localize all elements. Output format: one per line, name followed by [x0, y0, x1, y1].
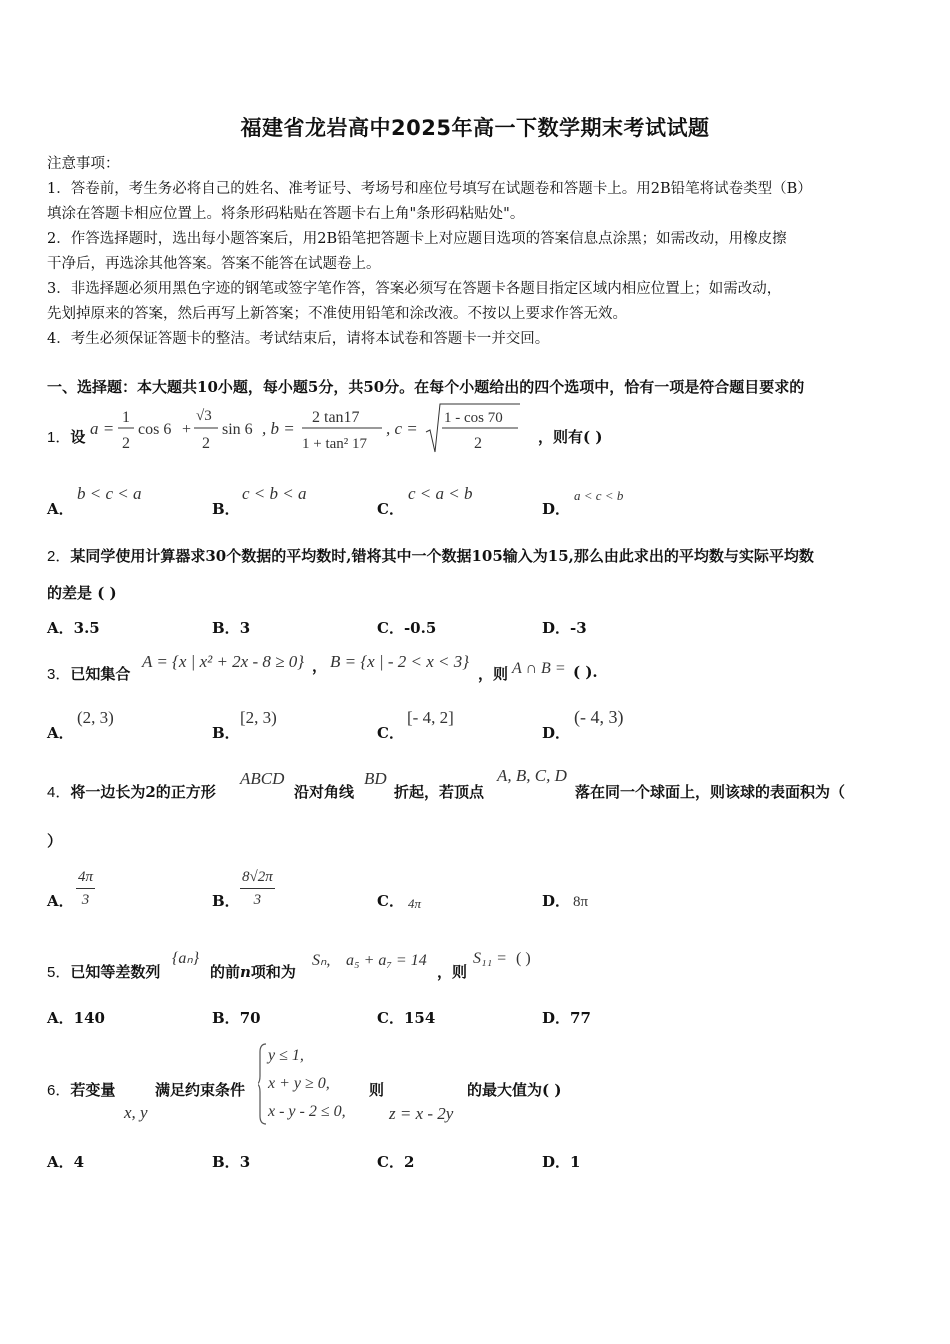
q4-text-5: ）	[47, 832, 63, 850]
q6-option-d: D．1	[542, 1153, 581, 1171]
q5-text-2: 的前n项和为	[210, 963, 296, 981]
q1-option-d-label: D．	[542, 500, 571, 518]
q1-sqrt3: √3	[196, 408, 212, 424]
q1-c-den: 2	[474, 435, 482, 452]
q1-formula-svg	[90, 402, 530, 458]
q5-tail: ( )	[516, 950, 531, 967]
q4-option-b-label: B．	[212, 892, 240, 910]
q1-plus: +	[182, 421, 192, 438]
q1-number: 1．设	[47, 428, 86, 446]
q4-text-3: 折起，若顶点	[394, 783, 485, 801]
q3-comma: ，	[312, 657, 328, 675]
q1-a: a =	[90, 419, 115, 438]
q4-option-d: 8π	[573, 894, 589, 910]
q6-constraint-3: x - y - 2 ≤ 0,	[268, 1103, 346, 1120]
q1-option-b-label: B．	[212, 500, 240, 518]
q4-option-b: $\frac{8√2\pi}{3}$	[240, 866, 275, 911]
q4-number: 4．将一边长为2的正方形	[47, 783, 216, 801]
q1-tail: ，则有( )	[538, 428, 603, 446]
q1-sin6: sin 6	[222, 421, 253, 438]
q2-text: 2．某同学使用计算器求30个数据的平均数时,错将其中一个数据105输入为15,那么由此求出的平均数与实际平均数	[47, 547, 814, 565]
notes-line: 1．答卷前，考生务必将自己的姓名、准考证号、考场号和座位号填写在试题卷和答题卡上。用2B铅笔将试卷类型（B）	[47, 181, 812, 197]
notes-line: 先划掉原来的答案，然后再写上新答案；不准使用铅笔和涂改液。不按以上要求作答无效。	[47, 306, 627, 322]
notes-line: 3．非选择题必须用黑色字迹的钢笔或签字笔作答，答案必须写在答题卡各题目指定区域内相应位置上；如需改动，	[47, 281, 782, 297]
q3-option-a-label: A．	[47, 724, 74, 742]
q3-option-b-label: B．	[212, 724, 240, 742]
q4-text-2: 沿对角线	[294, 783, 355, 801]
q3-mid: ，则	[478, 665, 509, 683]
q5-sn: Sₙ,	[312, 952, 331, 969]
page-title: 福建省龙岩高中2025年高一下数学期末考试试题	[240, 116, 710, 140]
q6-constraint-2: x + y ≥ 0,	[268, 1075, 330, 1092]
q5-number: 5．已知等差数列	[47, 963, 161, 981]
q3-tail: ( ).	[573, 663, 598, 681]
q3-option-c: [- 4, 2]	[407, 708, 454, 727]
q1-option-a: b < c < a	[77, 484, 142, 503]
q3-option-a: (2, 3)	[77, 708, 114, 727]
q1-tan-den: 1 + tan² 17	[302, 436, 368, 452]
notes-line: 4．考生必须保证答题卡的整洁。考试结束后，请将本试卷和答题卡一并交回。	[47, 331, 550, 347]
q3-set-a: A = {x | x² + 2x - 8 ≥ 0}	[142, 652, 305, 671]
q3-option-d-label: D．	[542, 724, 571, 742]
q1-frac-den2: 2	[202, 435, 210, 452]
q5-s11: S₁₁ =	[473, 950, 507, 967]
q5-sequence: {aₙ}	[172, 950, 200, 967]
q6-option-b: B．3	[212, 1153, 251, 1171]
q6-text-3: 则	[369, 1081, 385, 1099]
q6-objective: z = x - 2y	[389, 1104, 454, 1123]
q1-option-c: c < a < b	[408, 484, 473, 503]
q6-constraint-1: y ≤ 1,	[268, 1047, 304, 1064]
q1-c-num: 1 - cos 70	[444, 410, 503, 426]
q2-option-b: B．3	[212, 619, 251, 637]
q1-frac-den: 2	[122, 435, 130, 452]
q3-number: 3．已知集合	[47, 665, 131, 683]
q1-tan-num: 2 tan17	[312, 409, 360, 426]
q5-text-4: ，则	[437, 963, 468, 981]
q1-frac-num: 1	[122, 409, 130, 426]
q4-option-c: 4π	[408, 896, 422, 911]
q3-expr: A ∩ B =	[512, 660, 566, 677]
q2-option-a: A．3.5	[47, 619, 100, 637]
q4-option-c-label: C．	[377, 892, 404, 910]
q2-option-c: C．-0.5	[377, 619, 437, 637]
q4-vertices: A, B, C, D	[497, 766, 567, 785]
notes-line: 2．作答选择题时，选出每小题答案后，用2B铅笔把答题卡上对应题目选项的答案信息点涂黑；如需改动，用橡皮擦	[47, 231, 787, 247]
q6-vars: x, y	[124, 1103, 148, 1122]
section-heading: 一、选择题：本大题共10小题，每小题5分，共50分。在每个小题给出的四个选项中，恰有一项是符合题目要求的	[47, 378, 805, 396]
q6-brace-svg	[258, 1040, 368, 1128]
q4-option-a-label: A．	[47, 892, 74, 910]
q5-option-c: C．154	[377, 1009, 436, 1027]
q6-text-2: 满足约束条件	[155, 1081, 246, 1099]
q3-option-b: [2, 3)	[240, 708, 277, 727]
q5-option-b: B．70	[212, 1009, 261, 1027]
q4-option-d-label: D．	[542, 892, 571, 910]
q3-set-b: B = {x | - 2 < x < 3}	[330, 652, 470, 671]
q1-option-d: a < c < b	[574, 488, 624, 503]
q5-condition: a₅ + a₇ = 14	[346, 952, 427, 969]
q5-option-d: D．77	[542, 1009, 591, 1027]
q1-cos6: cos 6	[138, 421, 172, 438]
q6-option-c: C．2	[377, 1153, 415, 1171]
q4-text-4: 落在同一个球面上，则该球的表面积为（	[575, 783, 846, 801]
notes-line: 填涂在答题卡相应位置上。将条形码粘贴在答题卡右上角"条形码粘贴处"。	[47, 206, 525, 222]
q3-option-c-label: C．	[377, 724, 404, 742]
q1-option-b: c < b < a	[242, 484, 307, 503]
q6-constraints	[258, 1040, 368, 1132]
q6-number: 6．若变量	[47, 1081, 116, 1099]
q2-text-2: 的差是 ( )	[47, 584, 117, 602]
q6-brace	[258, 1044, 266, 1124]
q1-b: , b =	[262, 419, 295, 438]
q1-option-c-label: C．	[377, 500, 404, 518]
q1-c: , c =	[386, 419, 418, 438]
q6-text-4: 的最大值为( )	[467, 1081, 562, 1099]
q1-formula	[90, 402, 530, 462]
q6-option-a: A．4	[47, 1153, 85, 1171]
q4-option-a: $\frac{4\pi}{3}$	[76, 866, 95, 911]
q5-option-a: A．140	[47, 1009, 105, 1027]
notes-line: 干净后，再选涂其他答案。答案不能答在试题卷上。	[47, 256, 381, 272]
q2-option-d: D．-3	[542, 619, 587, 637]
q4-square: ABCD	[240, 769, 285, 788]
notes-heading: 注意事项：	[47, 156, 120, 172]
q1-option-a-label: A．	[47, 500, 74, 518]
q4-diagonal: BD	[364, 769, 387, 788]
q3-option-d: (- 4, 3)	[574, 707, 624, 727]
